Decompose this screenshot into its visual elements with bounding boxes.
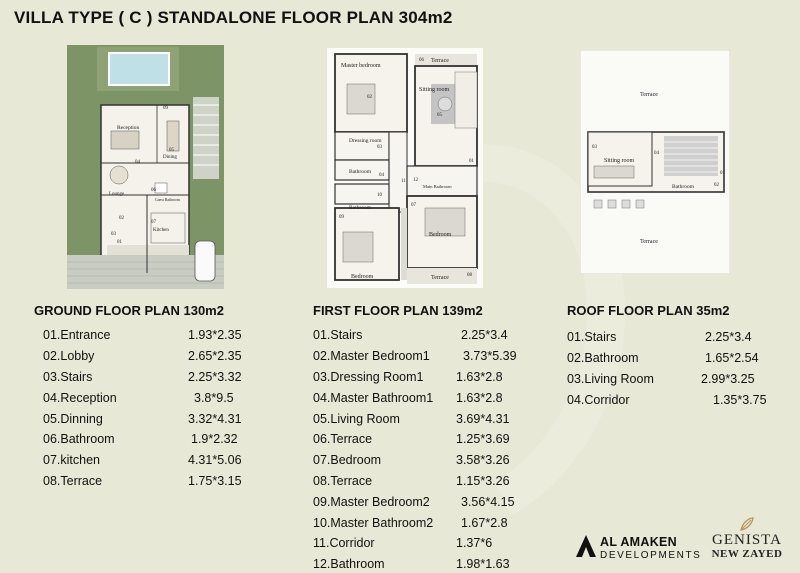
number-01: 01: [720, 171, 725, 176]
number-01: 01: [117, 240, 122, 245]
ground-floor-plan-drawing: [67, 45, 224, 289]
page-title: VILLA TYPE ( C ) STANDALONE FLOOR PLAN 304m2: [14, 8, 453, 27]
list-item: 02.Master Bedroom1 3.73*5.39: [313, 349, 517, 364]
ground-floor-heading: GROUND FLOOR PLAN 130m2: [34, 303, 224, 318]
roof-floor-list: [567, 303, 767, 410]
label-guest-bathroom: Guest Bathroom: [155, 198, 180, 202]
list-item: 12.Bathroom 1.98*1.63: [313, 557, 510, 572]
label-sitting-room: Sitting room: [419, 87, 450, 93]
list-item: 03.Stairs 2.25*3.32: [43, 369, 242, 384]
number-09: 09: [339, 215, 344, 220]
number-04: 04: [135, 160, 140, 165]
list-item: 03.Dressing Room1 1.63*2.8: [313, 369, 503, 384]
al-amaken-name: AL AMAKEN: [600, 535, 678, 549]
number-03: 03: [592, 145, 597, 150]
label-terrace-bottom: Terrace: [431, 275, 449, 281]
number-10: 10: [377, 193, 382, 198]
label-lounge: Lounge: [109, 192, 125, 197]
label-reception: Reception: [117, 125, 140, 131]
number-08: 08: [467, 273, 472, 278]
number-04: 04: [379, 173, 384, 178]
number-03: 03: [111, 232, 116, 237]
genista-name: GENISTA: [712, 532, 782, 548]
label-dressing-room: Dressing room: [349, 138, 382, 144]
number-09: 09: [163, 106, 168, 111]
list-item: 06.Bathroom 1.9*2.32: [43, 432, 238, 447]
list-item: 01.Entrance 1.93*2.35: [43, 328, 242, 343]
number-11: 11: [401, 179, 406, 184]
number-05: 05: [169, 148, 174, 153]
number-06: 06: [151, 188, 156, 193]
number-02: 02: [714, 183, 719, 188]
label-bedroom-left: Bedroom: [351, 274, 374, 280]
genista-logo: [702, 514, 792, 566]
list-item: 09.Master Bedroom2 3.56*4.15: [313, 494, 515, 509]
al-amaken-mark-icon: [576, 535, 596, 557]
number-12: 12: [413, 178, 418, 183]
list-item: 02.Bathroom 1.65*2.54: [567, 351, 759, 366]
list-item: 04.Corridor 1.35*3.75: [567, 392, 767, 407]
list-item: 07.Bedroom 3.58*3.26: [313, 453, 510, 468]
first-floor-list: [313, 303, 517, 573]
list-item: 08.Terrace 1.75*3.15: [43, 473, 242, 488]
label-sitting-room: Sitting room: [604, 158, 635, 164]
number-01: 01: [469, 159, 474, 164]
al-amaken-logo: [576, 533, 702, 563]
label-dining: Dining: [163, 155, 177, 160]
number-06: 06: [419, 58, 424, 63]
list-item: 08.Terrace 1.15*3.26: [313, 473, 510, 488]
label-kitchen: Kitchen: [153, 228, 169, 233]
label-main-bathroom: Main Bathroom: [423, 184, 452, 189]
label-master-bedroom: Master bedroom: [341, 63, 381, 69]
number-07: 07: [151, 220, 156, 225]
label-bathroom-left2: Bathroom: [349, 205, 371, 211]
first-floor-heading: FIRST FLOOR PLAN 139m2: [313, 303, 483, 318]
label-bathroom: Bathroom: [672, 184, 694, 190]
label-bathroom-left1: Bathroom: [349, 169, 371, 175]
al-amaken-subtitle: DEVELOPMENTS: [600, 550, 702, 561]
list-item: 05.Living Room 3.69*4.31: [313, 411, 510, 426]
list-item: 10.Master Bathroom2 1.67*2.8: [313, 515, 508, 530]
number-07: 07: [411, 203, 416, 208]
genista-leaf-icon: [739, 516, 755, 532]
number-02: 02: [119, 216, 124, 221]
list-item: 07.kitchen 4.31*5.06: [43, 453, 242, 468]
label-terrace-top: Terrace: [431, 58, 449, 64]
list-item: 05.Dinning 3.32*4.31: [43, 411, 242, 426]
first-floor-plan-drawing: [327, 48, 483, 288]
number-05: 05: [437, 113, 442, 118]
list-item: 11.Corridor 1.37*6: [313, 536, 493, 551]
list-item: 02.Lobby 2.65*2.35: [43, 349, 242, 364]
number-04: 04: [654, 151, 659, 156]
list-item: 01.Stairs 2.25*3.4: [567, 330, 752, 345]
ground-floor-list: [34, 303, 242, 491]
roof-floor-plan-drawing: [580, 50, 730, 274]
list-item: 01.Stairs 2.25*3.4: [313, 328, 508, 343]
label-bedroom-right: Bedroom: [429, 232, 452, 238]
list-item: 04.Reception 3.8*9.5: [43, 390, 234, 405]
list-item: 04.Master Bathroom1 1.63*2.8: [313, 390, 503, 405]
number-03: 03: [377, 145, 382, 150]
roof-floor-heading: ROOF FLOOR PLAN 35m2: [567, 303, 730, 318]
list-item: 03.Living Room 2.99*3.25: [567, 371, 755, 386]
number-02: 02: [367, 95, 372, 100]
label-terrace-top: Terrace: [640, 92, 658, 98]
genista-subtitle: NEW ZAYED: [711, 548, 783, 560]
label-terrace-bottom: Terrace: [640, 239, 658, 245]
list-item: 06.Terrace 1.25*3.69: [313, 432, 510, 447]
